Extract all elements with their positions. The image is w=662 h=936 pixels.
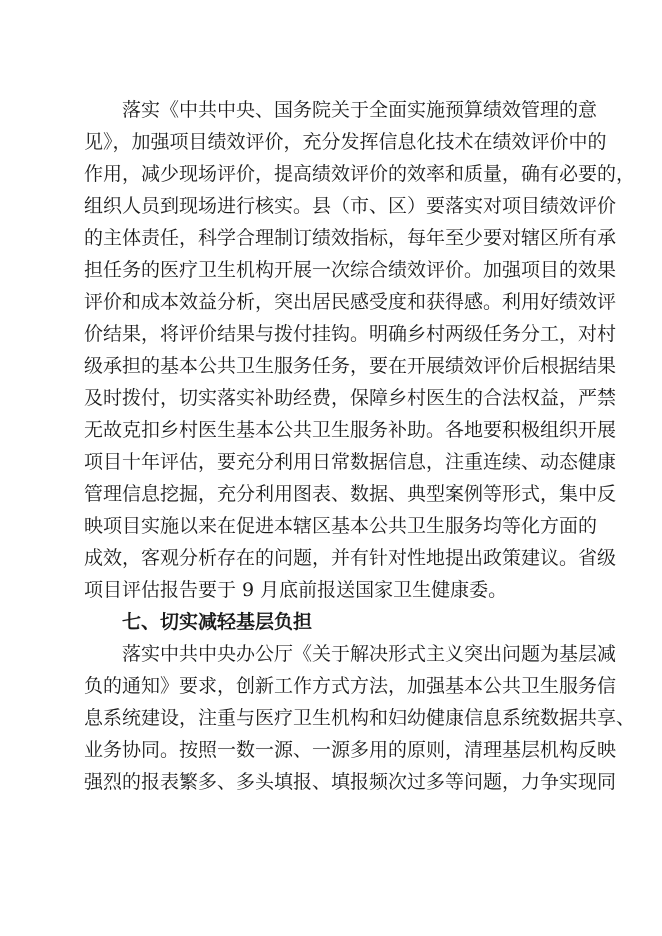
text-line: 担任务的医疗卫生机构开展一次综合绩效评价。加强项目的效果 (84, 259, 617, 281)
text-line: 无故克扣乡村医生基本公共卫生服务补助。各地要积极组织开展 (84, 419, 617, 441)
text-line: 的主体责任，科学合理制订绩效指标，每年至少要对辖区所有承 (84, 227, 617, 249)
text-line: 项目十年评估，要充分利用日常数据信息，注重连续、动态健康 (84, 451, 617, 473)
text-line: 落实《中共中央、国务院关于全面实施预算绩效管理的意 (122, 99, 598, 121)
text-line: 组织人员到现场进行核实。县（市、区）要落实对项目绩效评价 (84, 195, 617, 217)
text-line: 级承担的基本公共卫生服务任务，要在开展绩效评价后根据结果 (84, 355, 617, 377)
text-line: 强烈的报表繁多、多头填报、填报频次过多等问题，力争实现同 (84, 771, 617, 793)
paragraph-reduce-burden (84, 638, 636, 798)
text-line: 成效，客观分析存在的问题，并有针对性地提出政策建议。省级 (84, 547, 617, 569)
text-line-last: 项目评估报告要于 9 月底前报送国家卫生健康委。 (84, 579, 508, 601)
text-line: 及时拨付，切实落实补助经费，保障乡村医生的合法权益，严禁 (84, 387, 617, 409)
text-line: 落实中共中央办公厅《关于解决形式主义突出问题为基层减 (122, 643, 617, 665)
text-line: 价结果，将评价结果与拨付挂钩。明确乡村两级任务分工，对村 (84, 323, 617, 345)
text-line: 评价和成本效益分析，突出居民感受度和获得感。利用好绩效评 (84, 291, 617, 313)
paragraph-performance-evaluation (84, 94, 636, 606)
section-heading: 七、切实减轻基层负担 (122, 611, 313, 633)
text-line: 映项目实施以来在促进本辖区基本公共卫生服务均等化方面的 (84, 515, 598, 537)
text-line: 息系统建设，注重与医疗卫生机构和妇幼健康信息系统数据共享、 (84, 707, 636, 729)
text-line: 见》，加强项目绩效评价，充分发挥信息化技术在绩效评价中的 (84, 131, 607, 153)
text-line: 业务协同。按照一数一源、一源多用的原则，清理基层机构反映 (84, 739, 617, 761)
text-line: 作用，减少现场评价，提高绩效评价的效率和质量，确有必要的， (84, 163, 636, 185)
document-body (84, 94, 636, 798)
text-line: 管理信息挖掘，充分利用图表、数据、典型案例等形式，集中反 (84, 483, 617, 505)
text-line: 负的通知》要求，创新工作方式方法，加强基本公共卫生服务信 (84, 675, 617, 697)
